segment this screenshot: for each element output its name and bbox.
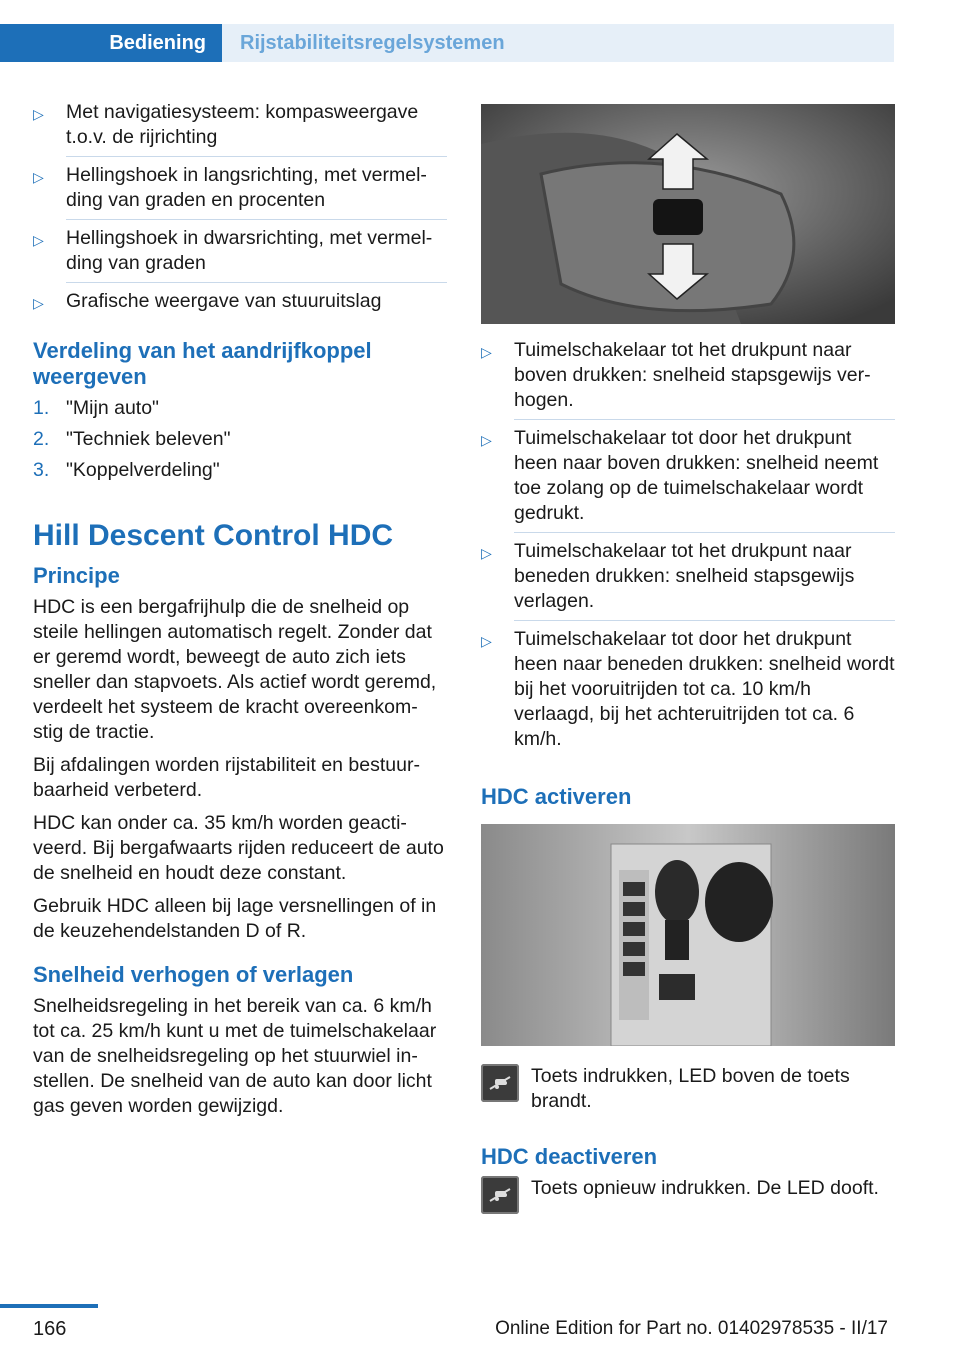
list-item-text: Hellingshoek in langsrichting, met vermel-ding van graden en procenten — [66, 163, 447, 220]
step-number: 3. — [33, 459, 50, 481]
triangle-right-icon: ▷ — [481, 432, 492, 448]
section-tab-rijstabiliteit[interactable]: Rijstabiliteitsregelsystemen — [222, 24, 894, 62]
step-text: "Koppelverdeling" — [66, 459, 220, 481]
hdc-button-icon — [481, 1176, 519, 1214]
footer-accent-bar — [0, 1304, 98, 1308]
display-options-list — [33, 100, 447, 320]
paragraph: HDC kan onder ca. 35 km/h worden geacti-veerd. Bij bergafwaarts rijden reduceert de auto de snelheid en houdt deze constant. — [33, 812, 444, 884]
triangle-right-icon: ▷ — [481, 545, 492, 561]
steering-wheel-rocker-switch-image — [481, 104, 895, 324]
page-number: 166 — [33, 1318, 67, 1340]
paragraph: Bij afdalingen worden rijstabiliteit en bestuur-baarheid verbeterd. — [33, 754, 420, 801]
list-item-text: Tuimelschakelaar tot het drukpunt naar boven drukken: snelheid stapsgewijs ver-hogen. — [514, 338, 895, 420]
list-item — [481, 627, 895, 758]
section-tab-bediening[interactable]: Bediening — [0, 24, 222, 62]
heading-hill-descent-control: Hill Descent Control HDC — [33, 519, 394, 552]
list-item — [33, 226, 447, 283]
list-item — [33, 163, 447, 220]
triangle-right-icon: ▷ — [33, 232, 44, 248]
step-number: 2. — [33, 428, 50, 450]
heading-hdc-activate: HDC activeren — [481, 784, 632, 809]
step-item — [33, 396, 447, 421]
list-item-text: Hellingshoek in dwarsrichting, met vermel-ding van graden — [66, 226, 447, 283]
triangle-right-icon: ▷ — [33, 169, 44, 185]
activate-instruction — [481, 1064, 895, 1114]
list-item-text: Grafische weergave van stuuruitslag — [66, 290, 382, 312]
step-text: "Techniek beleven" — [66, 428, 231, 450]
paragraph: HDC is een bergafrijhulp die de snelheid op steile hellingen automatisch regelt. Zonder dat er geremd wordt, beweegt de auto zich iets sneller dan stapvoets. Als actief wordt geremd, verdeelt het systeem de kracht overeenkom-stig de tractie. — [33, 596, 437, 743]
list-item-text: Tuimelschakelaar tot door het drukpunt heen naar boven drukken: snelheid neemt toe zolang op de tuimelschakelaar wordt gedrukt. — [514, 426, 895, 533]
step-item — [33, 427, 447, 452]
edition-info: Online Edition for Part no. 01402978535 - II/17 — [495, 1318, 888, 1339]
paragraph: Snelheidsregeling in het bereik van ca. 6 km/h tot ca. 25 km/h kunt u met de tuimelschakelaar van de snelheidsregeling op het stuurwiel in-stellen. De snelheid van de auto kan door licht gas geven worden gewijzigd. — [33, 995, 437, 1117]
steps-list — [33, 396, 447, 483]
step-text: "Mijn auto" — [66, 397, 159, 419]
triangle-right-icon: ▷ — [33, 295, 44, 311]
page-footer — [0, 1300, 960, 1362]
list-item-text: Tuimelschakelaar tot het drukpunt naar beneden drukken: snelheid stapsgewijs verlagen. — [514, 539, 895, 621]
list-item — [481, 338, 895, 420]
list-item — [481, 539, 895, 621]
list-item — [481, 426, 895, 533]
step-item — [33, 458, 447, 483]
deactivate-instruction — [481, 1176, 895, 1214]
heading-speed-adjust: Snelheid verhogen of verlagen — [33, 962, 354, 987]
triangle-right-icon: ▷ — [33, 106, 44, 122]
heading-principle: Principe — [33, 563, 120, 588]
center-console-image — [481, 824, 895, 1046]
paragraph: Gebruik HDC alleen bij lage versnellingen of in de keuzehendelstanden D of R. — [33, 895, 437, 942]
page-header — [0, 0, 960, 62]
list-item — [33, 100, 447, 157]
deactivate-text: Toets opnieuw indrukken. De LED dooft. — [531, 1177, 879, 1199]
triangle-right-icon: ▷ — [481, 633, 492, 649]
step-number: 1. — [33, 397, 50, 419]
list-item-text: Met navigatiesysteem: kompasweergave t.o.v. de rijrichting — [66, 100, 447, 157]
rocker-switch-list — [481, 338, 895, 758]
list-item — [33, 289, 447, 320]
heading-hdc-deactivate: HDC deactiveren — [481, 1144, 658, 1169]
hdc-button-icon — [481, 1064, 519, 1102]
activate-text: Toets indrukken, LED boven de toets brandt. — [531, 1065, 850, 1112]
list-item-text: Tuimelschakelaar tot door het drukpunt heen naar beneden drukken: snelheid wordt bij het vooruitrijden tot ca. 10 km/h verlaagd, bij het achteruitrijden tot ca. 6 km/h. — [514, 628, 895, 750]
triangle-right-icon: ▷ — [481, 344, 492, 360]
heading-torque-distribution: Verdeling van het aandrijfkoppel weergeven — [33, 338, 372, 389]
right-column — [481, 104, 895, 1222]
left-column — [33, 100, 447, 1127]
